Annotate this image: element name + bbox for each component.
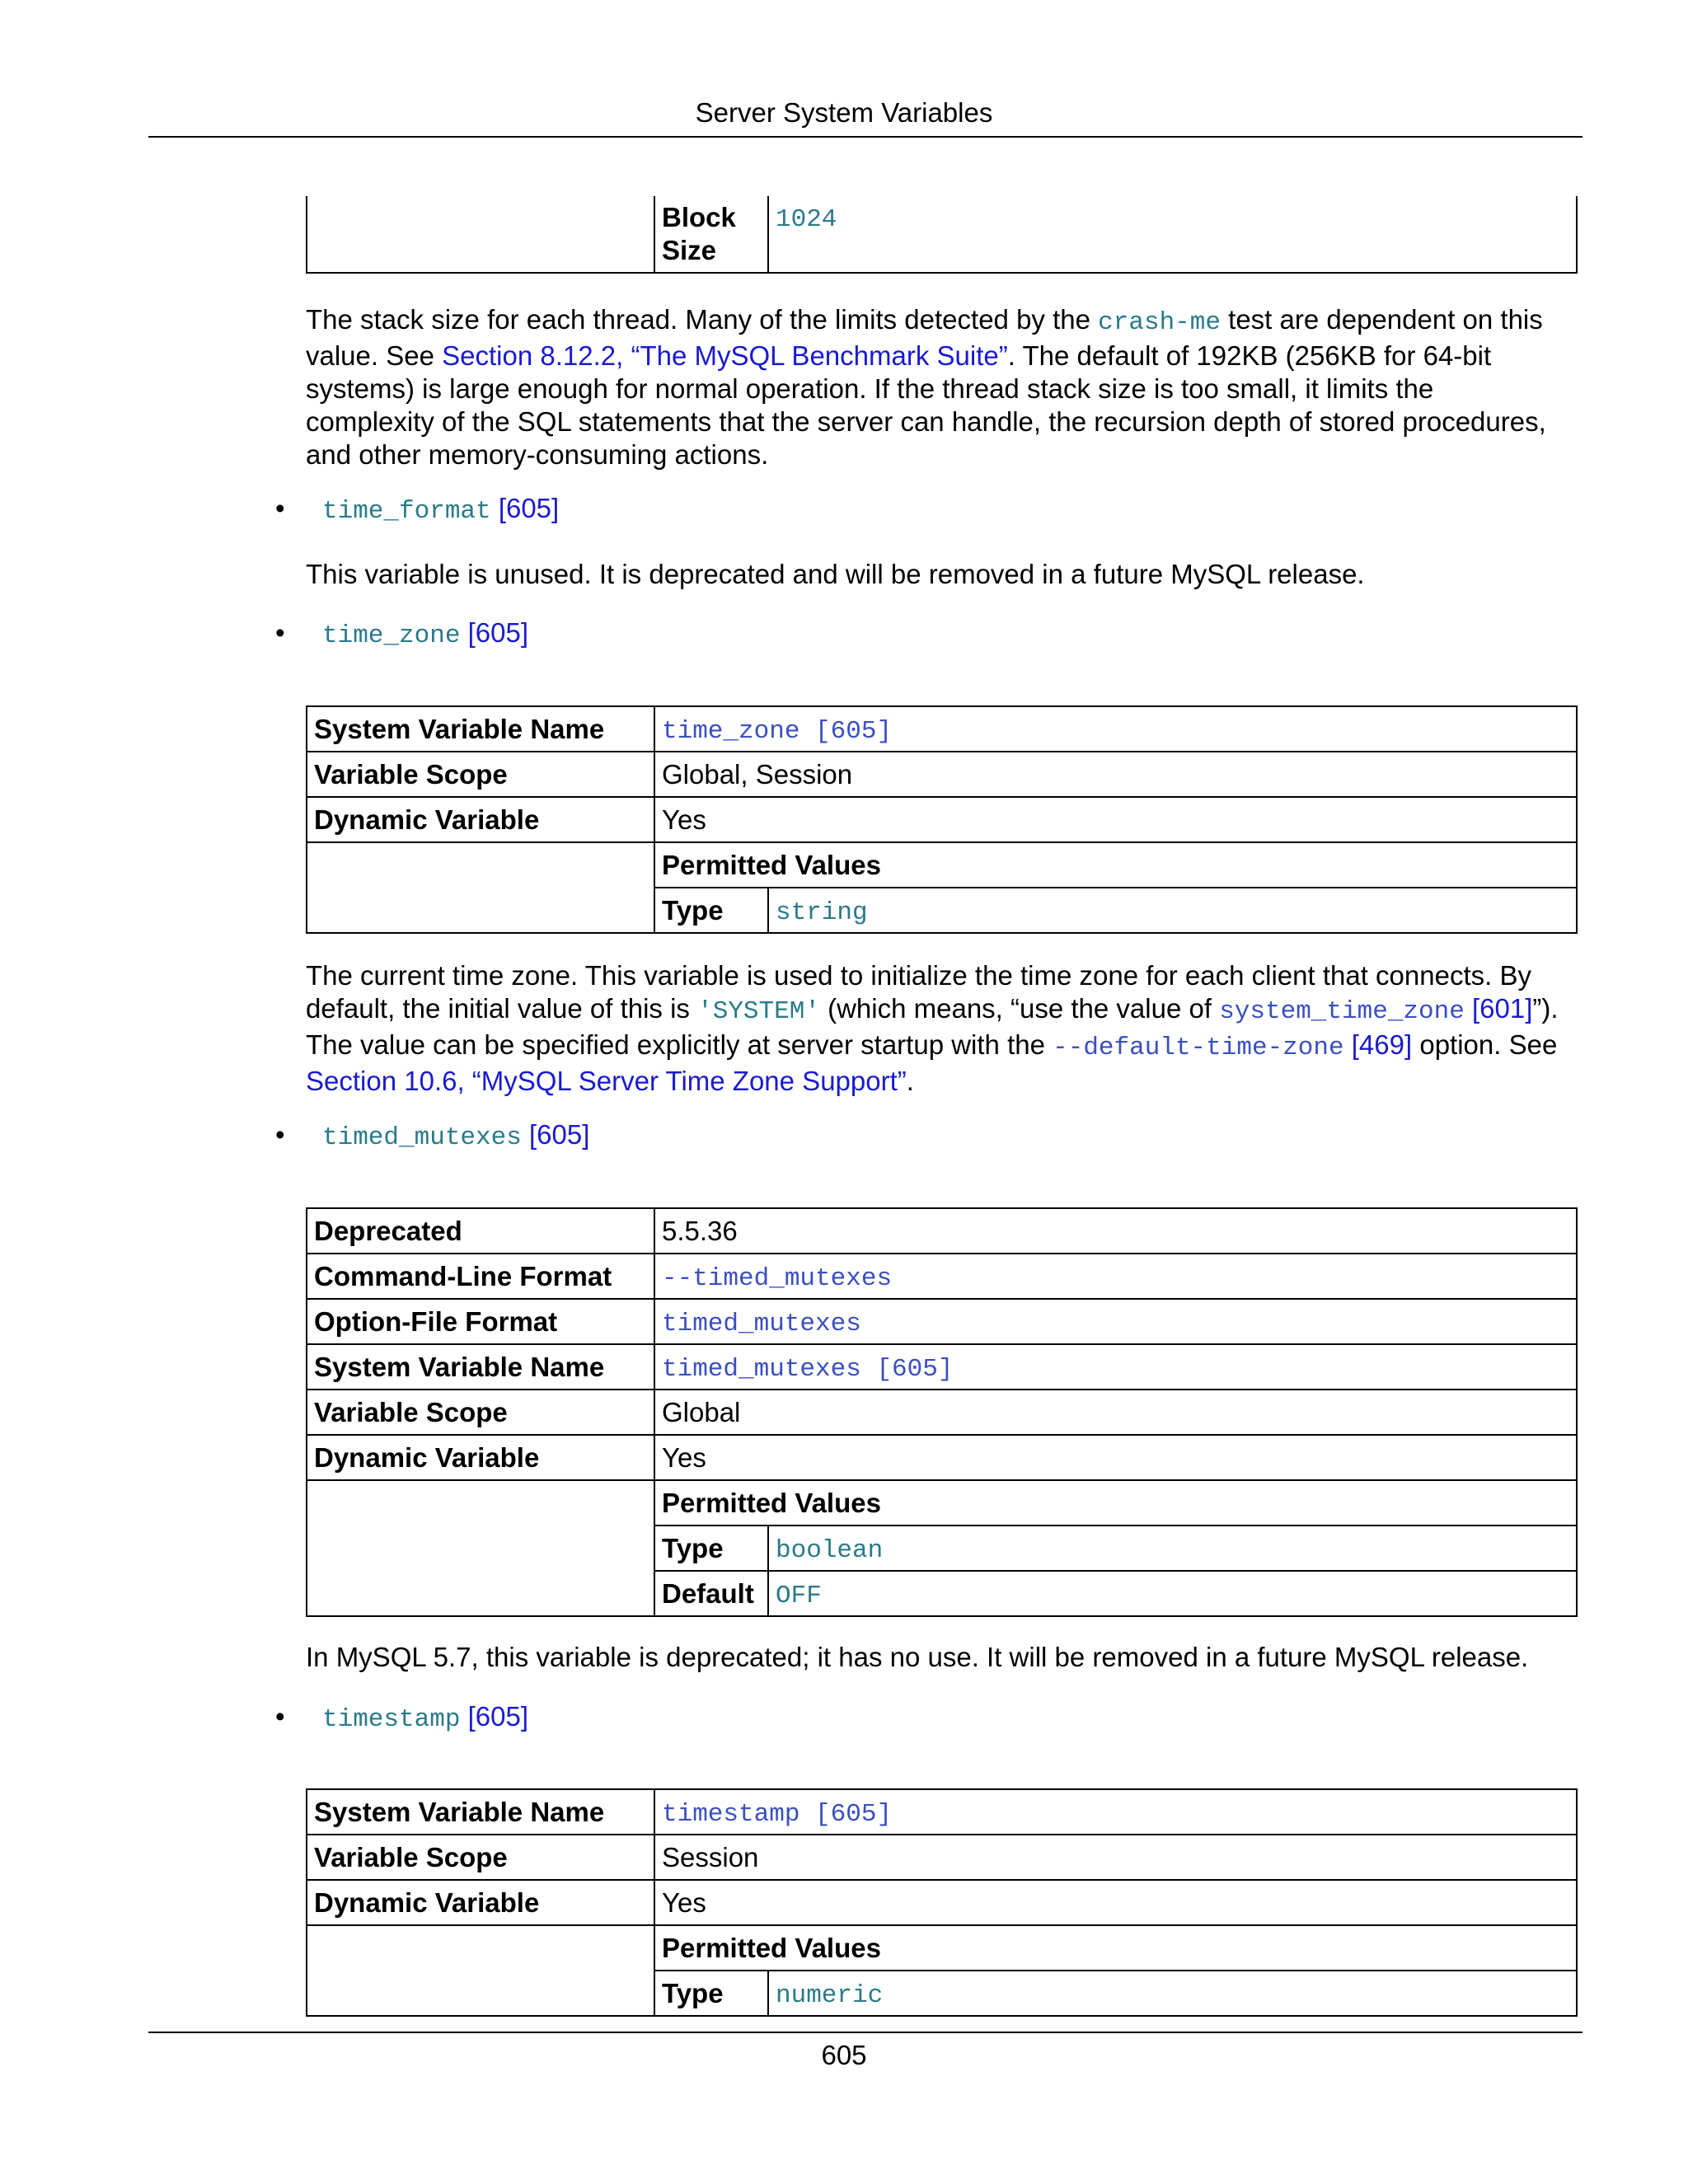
timestamp-name[interactable]: timestamp bbox=[322, 1705, 461, 1734]
timed-mutexes-name[interactable]: timed_mutexes bbox=[322, 1123, 522, 1152]
type-value: boolean bbox=[768, 1526, 1577, 1571]
permitted-values-header: Permitted Values bbox=[654, 842, 1577, 888]
dynamic-value: Yes bbox=[654, 797, 1577, 842]
timestamp-ref-link[interactable]: [605] bbox=[467, 1701, 529, 1732]
type-value: numeric bbox=[768, 1971, 1577, 2016]
timed-mutexes-ref-link[interactable]: [605] bbox=[529, 1119, 590, 1150]
sys-var-value[interactable]: time_zone [605] bbox=[654, 706, 1577, 752]
bullet-icon: • bbox=[275, 1119, 285, 1150]
timed-mutexes-description: In MySQL 5.7, this variable is deprecated; it has no use. It will be removed in a future MySQL release. bbox=[306, 1642, 1529, 1672]
type-label: Type bbox=[654, 888, 768, 933]
sys-var-label: System Variable Name bbox=[307, 1789, 654, 1835]
dynamic-value: Yes bbox=[654, 1435, 1577, 1480]
timed-mutexes-table bbox=[306, 1207, 1578, 1617]
type-label: Type bbox=[654, 1971, 768, 2016]
sys-var-value[interactable]: timestamp [605] bbox=[654, 1789, 1577, 1835]
default-label: Default bbox=[654, 1571, 768, 1616]
deprecated-value: 5.5.36 bbox=[654, 1208, 1577, 1254]
block-size-value: 1024 bbox=[768, 196, 1577, 273]
scope-label: Variable Scope bbox=[307, 1390, 654, 1435]
timestamp-table bbox=[306, 1788, 1578, 2017]
benchmark-suite-link[interactable]: Section 8.12.2, “The MySQL Benchmark Suite” bbox=[442, 340, 1008, 371]
permitted-values-header: Permitted Values bbox=[654, 1480, 1577, 1526]
scope-value: Global bbox=[654, 1390, 1577, 1435]
permitted-values-header: Permitted Values bbox=[654, 1925, 1577, 1971]
system-time-zone-ref-link[interactable]: [601] bbox=[1464, 993, 1533, 1024]
scope-label: Variable Scope bbox=[307, 1835, 654, 1880]
dynamic-value: Yes bbox=[654, 1880, 1577, 1925]
empty-cell bbox=[307, 842, 654, 933]
default-value: OFF bbox=[768, 1571, 1577, 1616]
type-label: Type bbox=[654, 1526, 768, 1571]
sys-var-label: System Variable Name bbox=[307, 706, 654, 752]
time-zone-support-link[interactable]: Section 10.6, “MySQL Server Time Zone Support” bbox=[306, 1066, 907, 1096]
dynamic-label: Dynamic Variable bbox=[307, 797, 654, 842]
page-number: 605 bbox=[821, 2040, 867, 2070]
crash-me-code: crash-me bbox=[1098, 308, 1221, 337]
default-time-zone-link[interactable]: --default-time-zone bbox=[1053, 1033, 1344, 1062]
empty-cell bbox=[307, 1480, 654, 1616]
opt-file-format-value[interactable]: timed_mutexes bbox=[654, 1299, 1577, 1344]
time-zone-description: The current time zone. This variable is used to initialize the time zone for each client that connects. By default, the initial value of this is 'SYSTEM' (which means, “use the value of system_time_zone [601]”). The value can be specified explicitly at server startup with the --default-time-zone [469] option. See Section 10.6, “MySQL Server Time Zone Support”. bbox=[306, 960, 1559, 1096]
type-value: string bbox=[768, 888, 1577, 933]
time-format-name[interactable]: time_format bbox=[322, 497, 491, 526]
page-header: Server System Variables bbox=[695, 97, 993, 128]
default-time-zone-ref-link[interactable]: [469] bbox=[1343, 1029, 1413, 1060]
scope-value: Global, Session bbox=[654, 752, 1577, 797]
dynamic-label: Dynamic Variable bbox=[307, 1435, 654, 1480]
empty-cell bbox=[307, 1925, 654, 2016]
thread-stack-description: The stack size for each thread. Many of the limits detected by the crash-me test are dependent on this value. See Section 8.12.2, “The MySQL Benchmark Suite”. The default of 192KB (256KB for 64-bit systems) is large enough for normal operation. If the thread stack size is too small, it limits the complexity of the SQL statements that the server can handle, the recursion depth of stored procedures, and other memory-consuming actions. bbox=[306, 304, 1546, 470]
time-format-ref-link[interactable]: [605] bbox=[498, 493, 560, 523]
opt-file-format-label: Option-File Format bbox=[307, 1299, 654, 1344]
header-rule bbox=[148, 136, 1582, 138]
block-size-table bbox=[306, 196, 1578, 274]
time-format-description: This variable is unused. It is deprecated and will be removed in a future MySQL release. bbox=[306, 559, 1365, 589]
dynamic-label: Dynamic Variable bbox=[307, 1880, 654, 1925]
cmd-format-label: Command-Line Format bbox=[307, 1254, 654, 1299]
scope-value: Session bbox=[654, 1835, 1577, 1880]
empty-cell bbox=[307, 196, 654, 273]
bullet-icon: • bbox=[275, 493, 285, 523]
time-zone-name[interactable]: time_zone bbox=[322, 621, 461, 650]
block-size-label: Block Size bbox=[654, 196, 768, 273]
bullet-icon: • bbox=[275, 1701, 285, 1732]
time-zone-table bbox=[306, 705, 1578, 934]
system-code: 'SYSTEM' bbox=[697, 997, 820, 1026]
scope-label: Variable Scope bbox=[307, 752, 654, 797]
footer-rule bbox=[148, 2032, 1582, 2033]
bullet-icon: • bbox=[275, 617, 285, 648]
system-time-zone-link[interactable]: system_time_zone bbox=[1219, 997, 1465, 1026]
sys-var-label: System Variable Name bbox=[307, 1344, 654, 1390]
sys-var-value[interactable]: timed_mutexes [605] bbox=[654, 1344, 1577, 1390]
time-zone-ref-link[interactable]: [605] bbox=[467, 617, 529, 648]
cmd-format-value[interactable]: --timed_mutexes bbox=[654, 1254, 1577, 1299]
deprecated-label: Deprecated bbox=[307, 1208, 654, 1254]
